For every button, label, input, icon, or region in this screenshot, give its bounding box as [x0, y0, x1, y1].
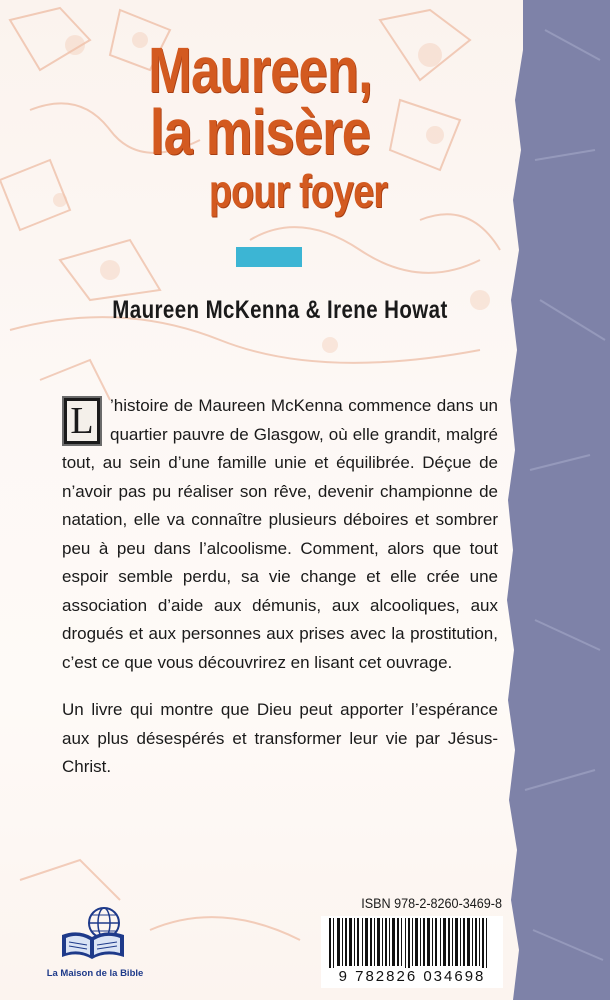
- accent-bar: [236, 247, 302, 267]
- authors: Maureen McKenna & Irene Howat: [112, 296, 448, 324]
- blurb-paragraph-2: Un livre qui montre que Dieu peut apporter l’espérance aux plus désespérés et transformer leur vie par Jésus-Christ.: [62, 700, 498, 776]
- spine-paint-band: [505, 0, 610, 1000]
- dropcap-icon: [62, 396, 102, 446]
- isbn: ISBN 978-2-8260-3469-8: [361, 895, 502, 911]
- dropcap-letter: L: [67, 401, 97, 441]
- blurb-paragraph-1: [62, 392, 498, 677]
- publisher-name: La Maison de la Bible: [46, 968, 144, 979]
- title-line-3: pour foyer: [208, 165, 388, 217]
- barcode-icon: [321, 916, 503, 972]
- barcode: [321, 916, 503, 988]
- blurb: [62, 392, 498, 801]
- globe-and-open-book-icon: [58, 905, 128, 965]
- barcode-number: 9 782826 034698: [321, 968, 503, 986]
- paragraph-1-text: ’histoire de Maureen McKenna commence dans un quartier pauvre de Glasgow, où elle grandit, malgré tout, au sein d’une famille unie et équilibrée. Déçue de n’avoir pas pu réaliser son rêve, devenir championne de natation, elle va connaître plusieurs déboires et sombrer peu à peu dans l’alcoolisme. Comment, alors que tout espoir semble perdu, sa vie change et elle crée une association d’aide aux démunis, aux alcooliques, aux drogués et aux personnes aux prises avec la prostitution, c’est ce que vous découvrirez en lisant cet ouvrage.: [62, 396, 498, 672]
- title-line-1: Maureen,: [148, 34, 372, 106]
- title-line-2: la misère: [149, 96, 371, 168]
